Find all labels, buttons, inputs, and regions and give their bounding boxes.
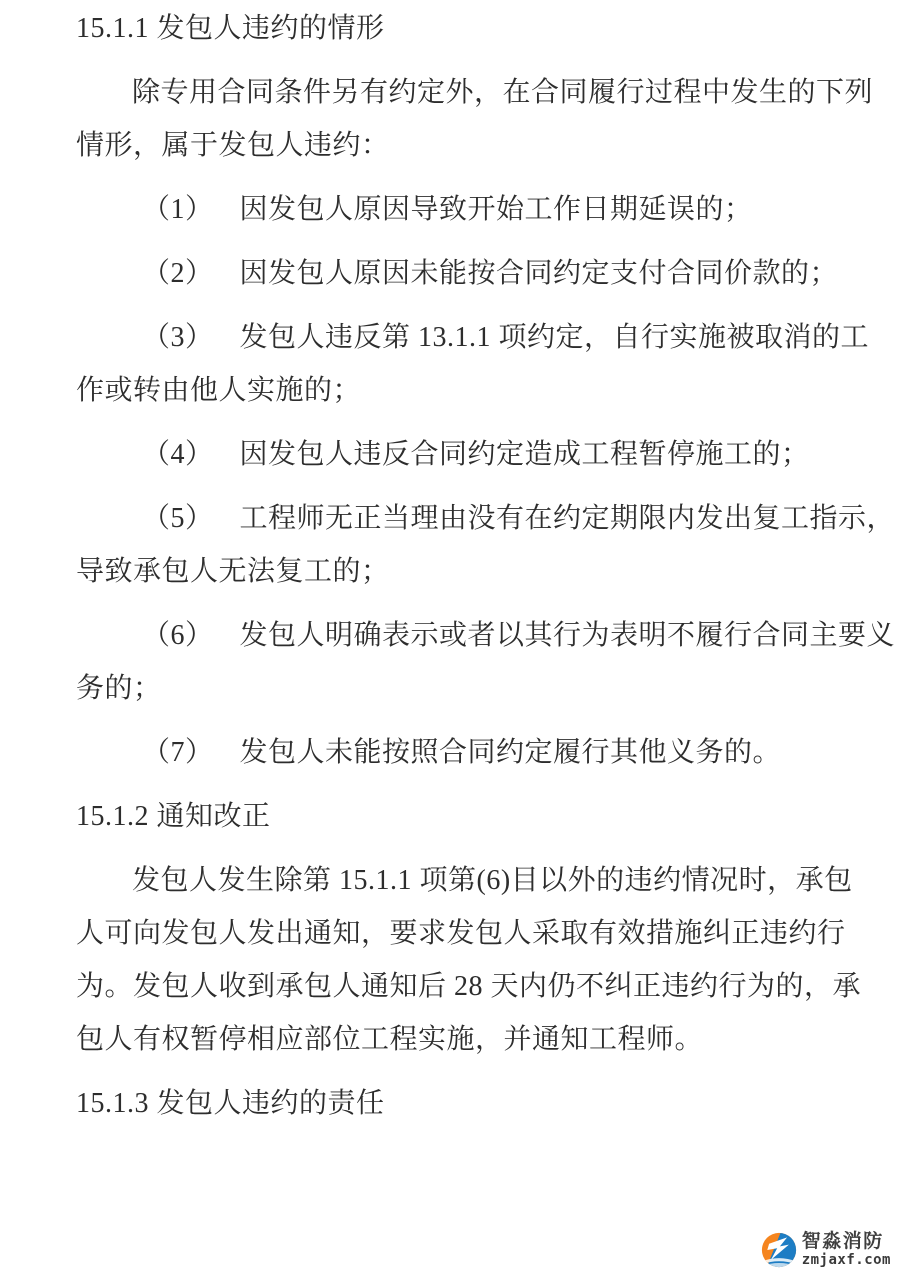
text-line [76, 492, 896, 545]
text-line [76, 247, 860, 300]
zmjaxf-logo-icon [761, 1232, 797, 1268]
list-marker: （7） [142, 737, 214, 768]
watermark-text [802, 1232, 891, 1268]
list-text: 发包人明确表示或者以其行为表明不履行合同主要义 [239, 620, 896, 651]
list-marker: （2） [142, 258, 214, 289]
watermark-title: 智淼消防 [801, 1231, 884, 1253]
section-heading: 15.1.1 发包人违约的情形 [76, 13, 385, 44]
text-line: 发包人发生除第 15.1.1 项第(6)目以外的违约情况时，承包 [132, 865, 853, 896]
section-heading: 15.1.3 发包人违约的责任 [76, 1088, 385, 1119]
list-marker: （5） [142, 503, 214, 534]
text-line [76, 428, 860, 481]
section-heading: 15.1.2 通知改正 [76, 801, 271, 832]
text-line [76, 726, 860, 779]
text-line: 导致承包人无法复工的； [76, 556, 390, 587]
text-line: 作或转由他人实施的； [76, 375, 362, 406]
text-line [76, 183, 860, 236]
list-marker: （1） [142, 194, 214, 225]
text-line: 为。发包人收到承包人通知后 28 天内仍不纠正违约行为的，承 [76, 971, 862, 1002]
list-marker: （4） [142, 439, 214, 470]
watermark [761, 1232, 891, 1268]
list-text: 因发包人原因导致开始工作日期延误的； [239, 194, 753, 225]
list-text: 发包人违反第 13.1.1 项约定，自行实施被取消的工 [239, 322, 870, 353]
text-line: 情形，属于发包人违约： [76, 130, 390, 161]
text-line: 除专用合同条件另有约定外，在合同履行过程中发生的下列 [132, 77, 874, 108]
text-line: 务的； [76, 673, 162, 704]
text-line [76, 609, 896, 662]
list-text: 工程师无正当理由没有在约定期限内发出复工指示， [239, 503, 896, 534]
list-marker: （3） [142, 322, 214, 353]
text-line: 包人有权暂停相应部位工程实施，并通知工程师。 [76, 1024, 704, 1055]
document-lines [76, 2, 896, 1130]
list-marker: （6） [142, 620, 214, 651]
text-line: 人可向发包人发出通知，要求发包人采取有效措施纠正违约行 [76, 918, 846, 949]
list-text: 因发包人原因未能按合同约定支付合同价款的； [239, 258, 839, 289]
list-text: 发包人未能按照合同约定履行其他义务的。 [239, 737, 782, 768]
text-line [76, 311, 870, 364]
list-text: 因发包人违反合同约定造成工程暂停施工的； [239, 439, 810, 470]
watermark-domain: zmjaxf.com [801, 1251, 891, 1268]
